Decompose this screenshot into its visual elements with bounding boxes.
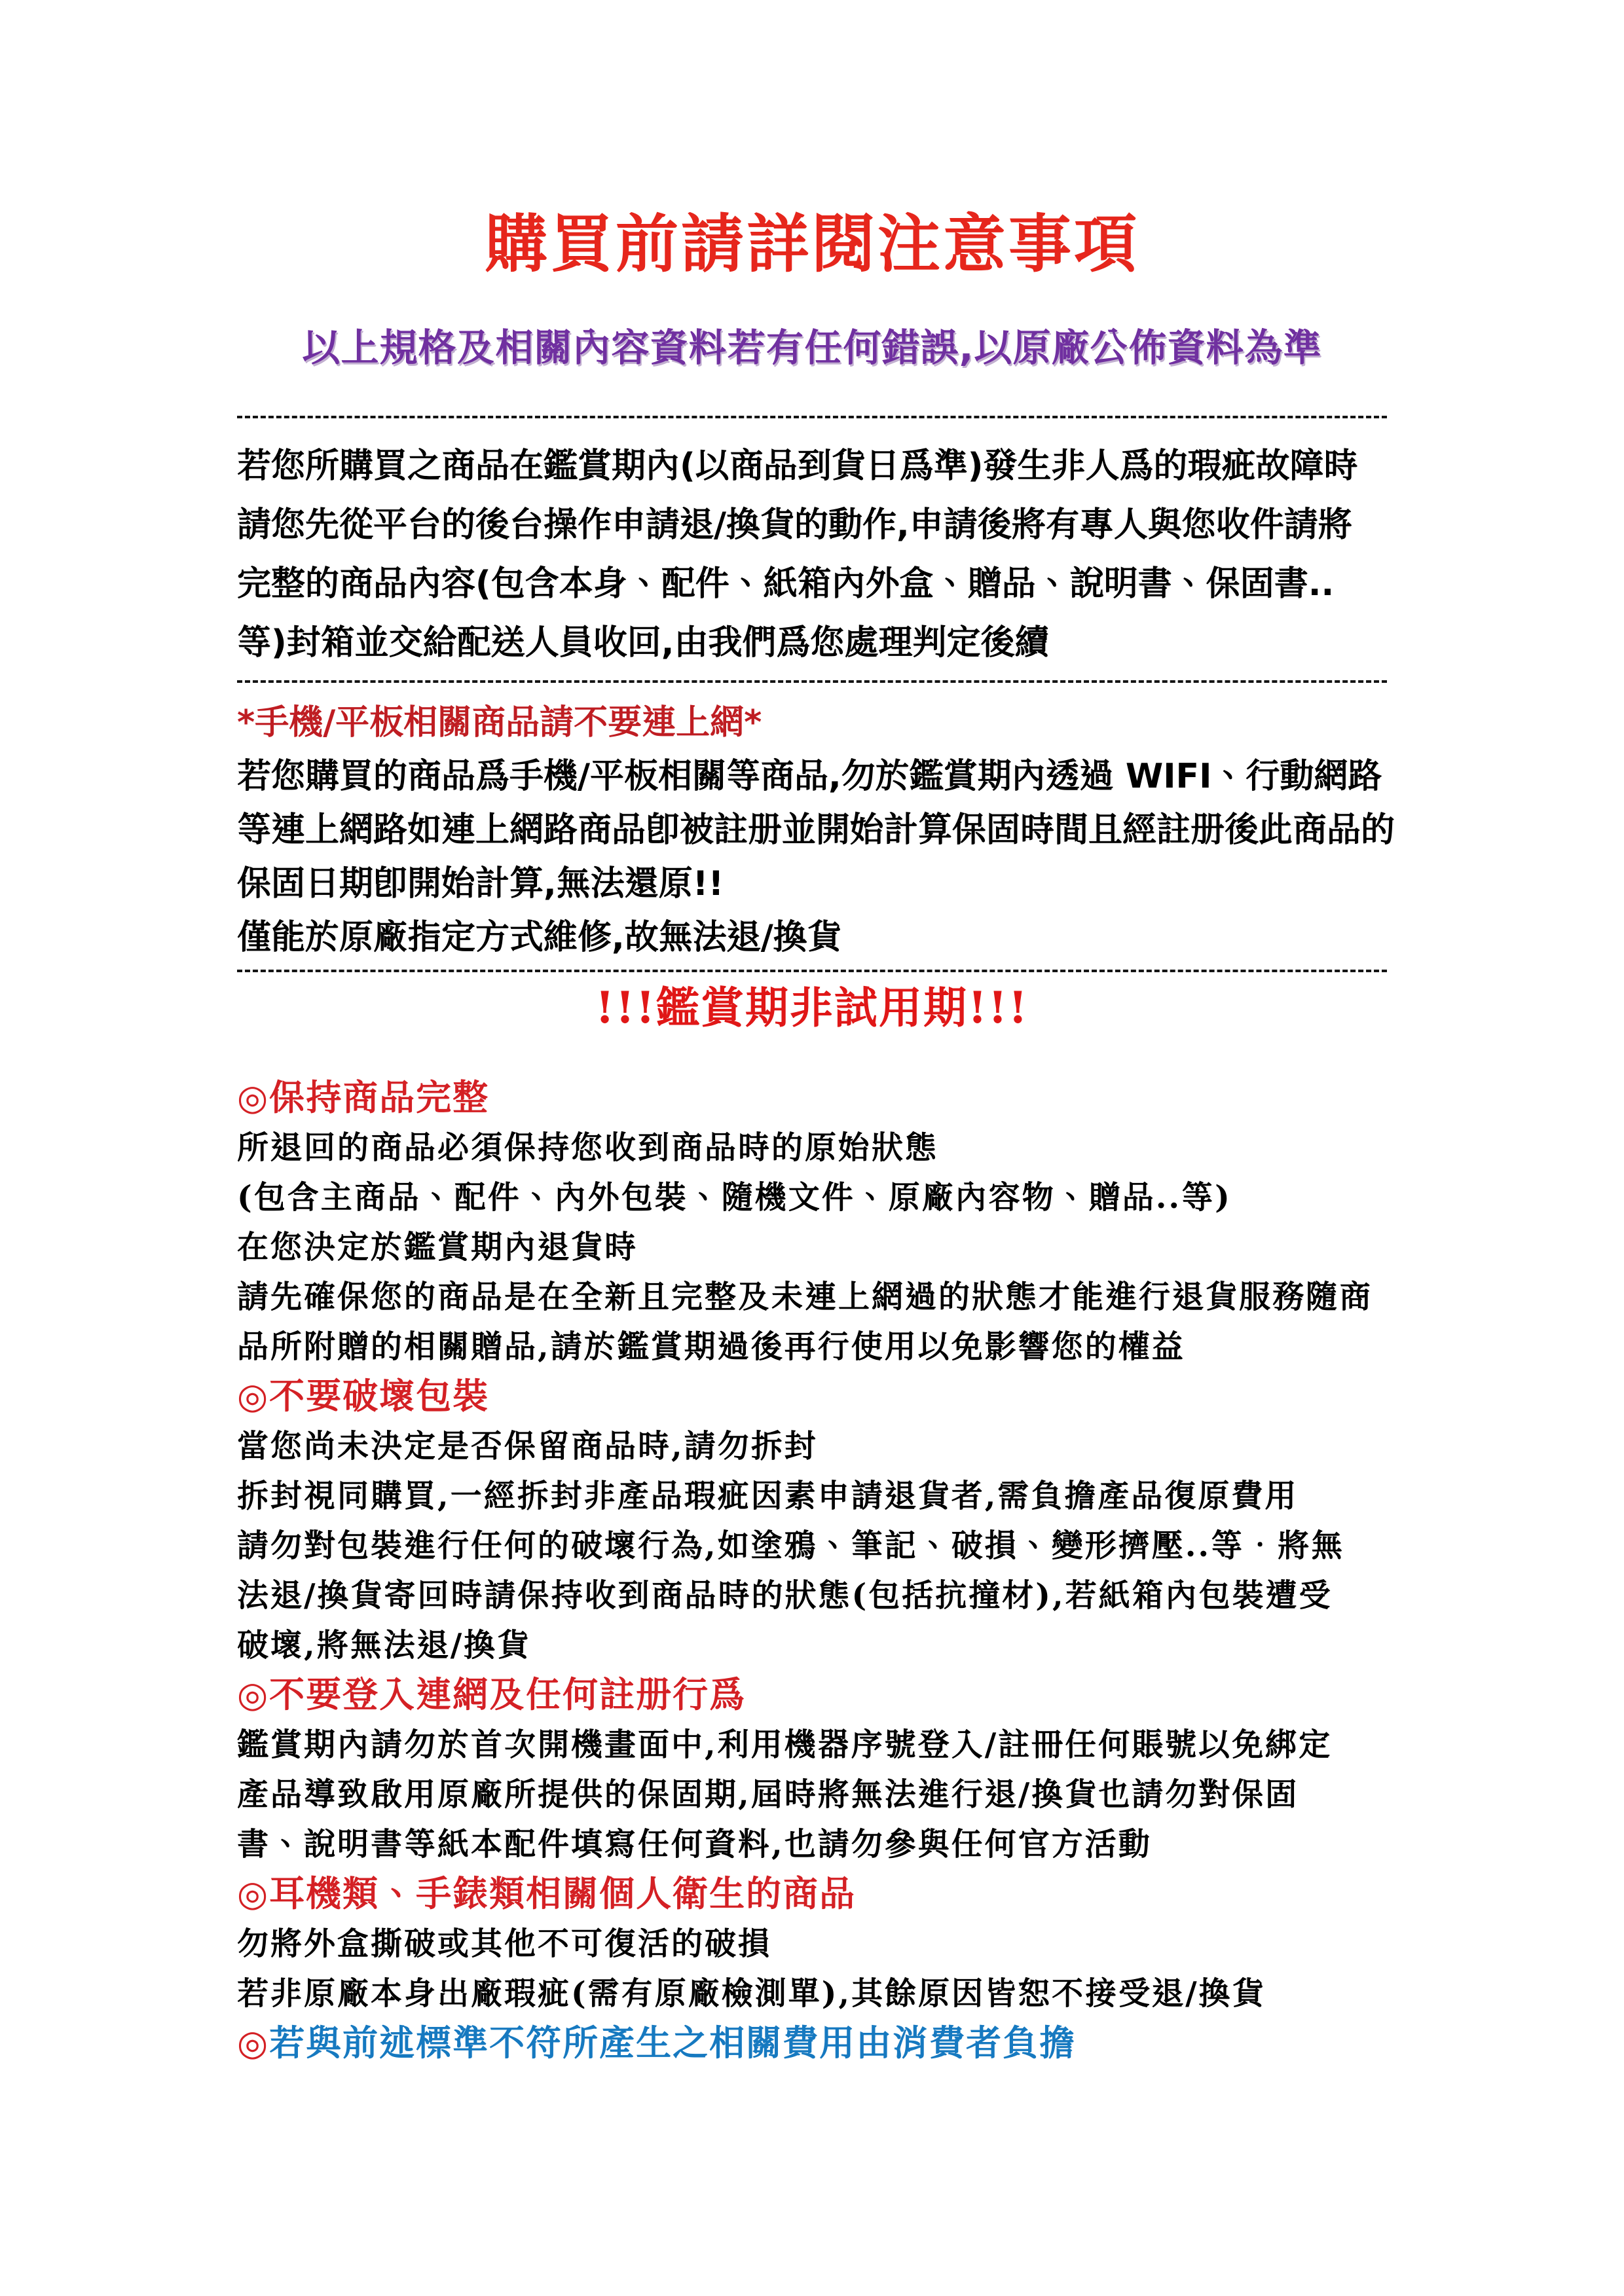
section-do-not-damage-packaging xyxy=(237,1372,1387,1670)
no-internet-line: 保固日期卽開始計算,無法還原!! xyxy=(237,864,724,903)
no-internet-section xyxy=(237,696,1395,964)
no-internet-line: 若您購買的商品爲手機/平板相關等商品,勿於鑑賞期內透過 WIFI、行動網路 xyxy=(237,757,1382,796)
intro-paragraph xyxy=(237,437,1387,672)
section-heading: ◎不要登入連網及任何註册行爲 xyxy=(237,1674,747,1715)
section-line: 請勿對包裝進行任何的破壞行為,如塗鴉、筆記、破損、變形擠壓..等‧將無 xyxy=(237,1527,1345,1564)
section-line: 法退/換貨寄回時請保持收到商品時的狀態(包括抗撞材),若紙箱內包裝遭受 xyxy=(237,1577,1333,1614)
intro-line: 請您先從平台的後台操作申請退/換貨的動作,申請後將有專人與您收件請將 xyxy=(237,505,1352,545)
section-line: 勿將外盒撕破或其他不可復活的破損 xyxy=(237,1925,772,1962)
banner-heading: !!!鑑賞期非試用期!!! xyxy=(595,982,1029,1033)
intro-line: 等)封箱並交給配送人員收回,由我們爲您處理判定後續 xyxy=(237,623,1049,663)
section-line: 若非原廠本身出廠瑕疵(需有原廠檢測單),其餘原因皆恕不接受退/換貨 xyxy=(237,1975,1266,2012)
no-internet-heading: *手機/平板相關商品請不要連上網* xyxy=(237,703,762,742)
dashed-divider xyxy=(237,970,1387,972)
section-line: 所退回的商品必須保持您收到商品時的原始狀態 xyxy=(237,1129,939,1166)
section-keep-product-intact xyxy=(237,1073,1387,1372)
page-title: 購買前請詳閱注意事項 xyxy=(485,207,1139,281)
footer-note-text: 若與前述標準不符所產生之相關費用由消費者負擔 xyxy=(269,2022,1077,2064)
dashed-divider xyxy=(237,680,1387,683)
section-heading: ◎保持商品完整 xyxy=(237,1077,490,1118)
section-line: 產品導致啟用原廠所提供的保固期,屆時將無法進行退/換貨也請勿對保固 xyxy=(237,1776,1299,1813)
intro-line: 若您所購買之商品在鑑賞期內(以商品到貨日爲準)發生非人爲的瑕疵故障時 xyxy=(237,446,1358,486)
section-line: 書、說明書等紙本配件填寫任何資料,也請勿參與任何官方活動 xyxy=(237,1826,1152,1863)
footer-note xyxy=(237,2018,1387,2068)
section-line: 品所附贈的相關贈品,請於鑑賞期過後再行使用以免影響您的權益 xyxy=(237,1328,1185,1365)
section-line: 在您決定於鑑賞期內退貨時 xyxy=(237,1229,638,1266)
section-no-login-registration xyxy=(237,1670,1387,1869)
section-line: 請先確保您的商品是在全新且完整及未連上網過的狀態才能進行退貨服務隨商 xyxy=(237,1279,1373,1315)
intro-line: 完整的商品內容(包含本身、配件、紙箱內外盒、贈品、說明書、保固書.. xyxy=(237,564,1335,604)
page-subtitle: 以上規格及相關內容資料若有任何錯誤,以原廠公佈資料為準 xyxy=(302,325,1322,370)
section-line: 當您尚未決定是否保留商品時,請勿拆封 xyxy=(237,1428,818,1465)
section-personal-hygiene-products xyxy=(237,1869,1387,2018)
dashed-divider xyxy=(237,416,1387,418)
footer-note-bullet: ◎ xyxy=(237,2022,270,2064)
section-line: 破壞,將無法退/換貨 xyxy=(237,1627,531,1664)
section-heading: ◎不要破壞包裝 xyxy=(237,1376,490,1417)
no-internet-line: 僅能於原廠指定方式維修,故無法退/換貨 xyxy=(237,918,841,957)
section-line: 拆封視同購買,一經拆封非產品瑕疵因素申請退貨者,需負擔產品復原費用 xyxy=(237,1478,1299,1514)
section-heading: ◎耳機類、手錶類相關個人衛生的商品 xyxy=(237,1873,857,1914)
no-internet-line: 等連上網路如連上網路商品卽被註册並開始計算保固時間且經註册後此商品的 xyxy=(237,811,1395,850)
section-line: 鑑賞期內請勿於首次開機畫面中,利用機器序號登入/註冊任何賬號以免綁定 xyxy=(237,1726,1333,1763)
section-line: (包含主商品、配件、內外包裝、隨機文件、原廠內容物、贈品..等) xyxy=(237,1179,1232,1216)
